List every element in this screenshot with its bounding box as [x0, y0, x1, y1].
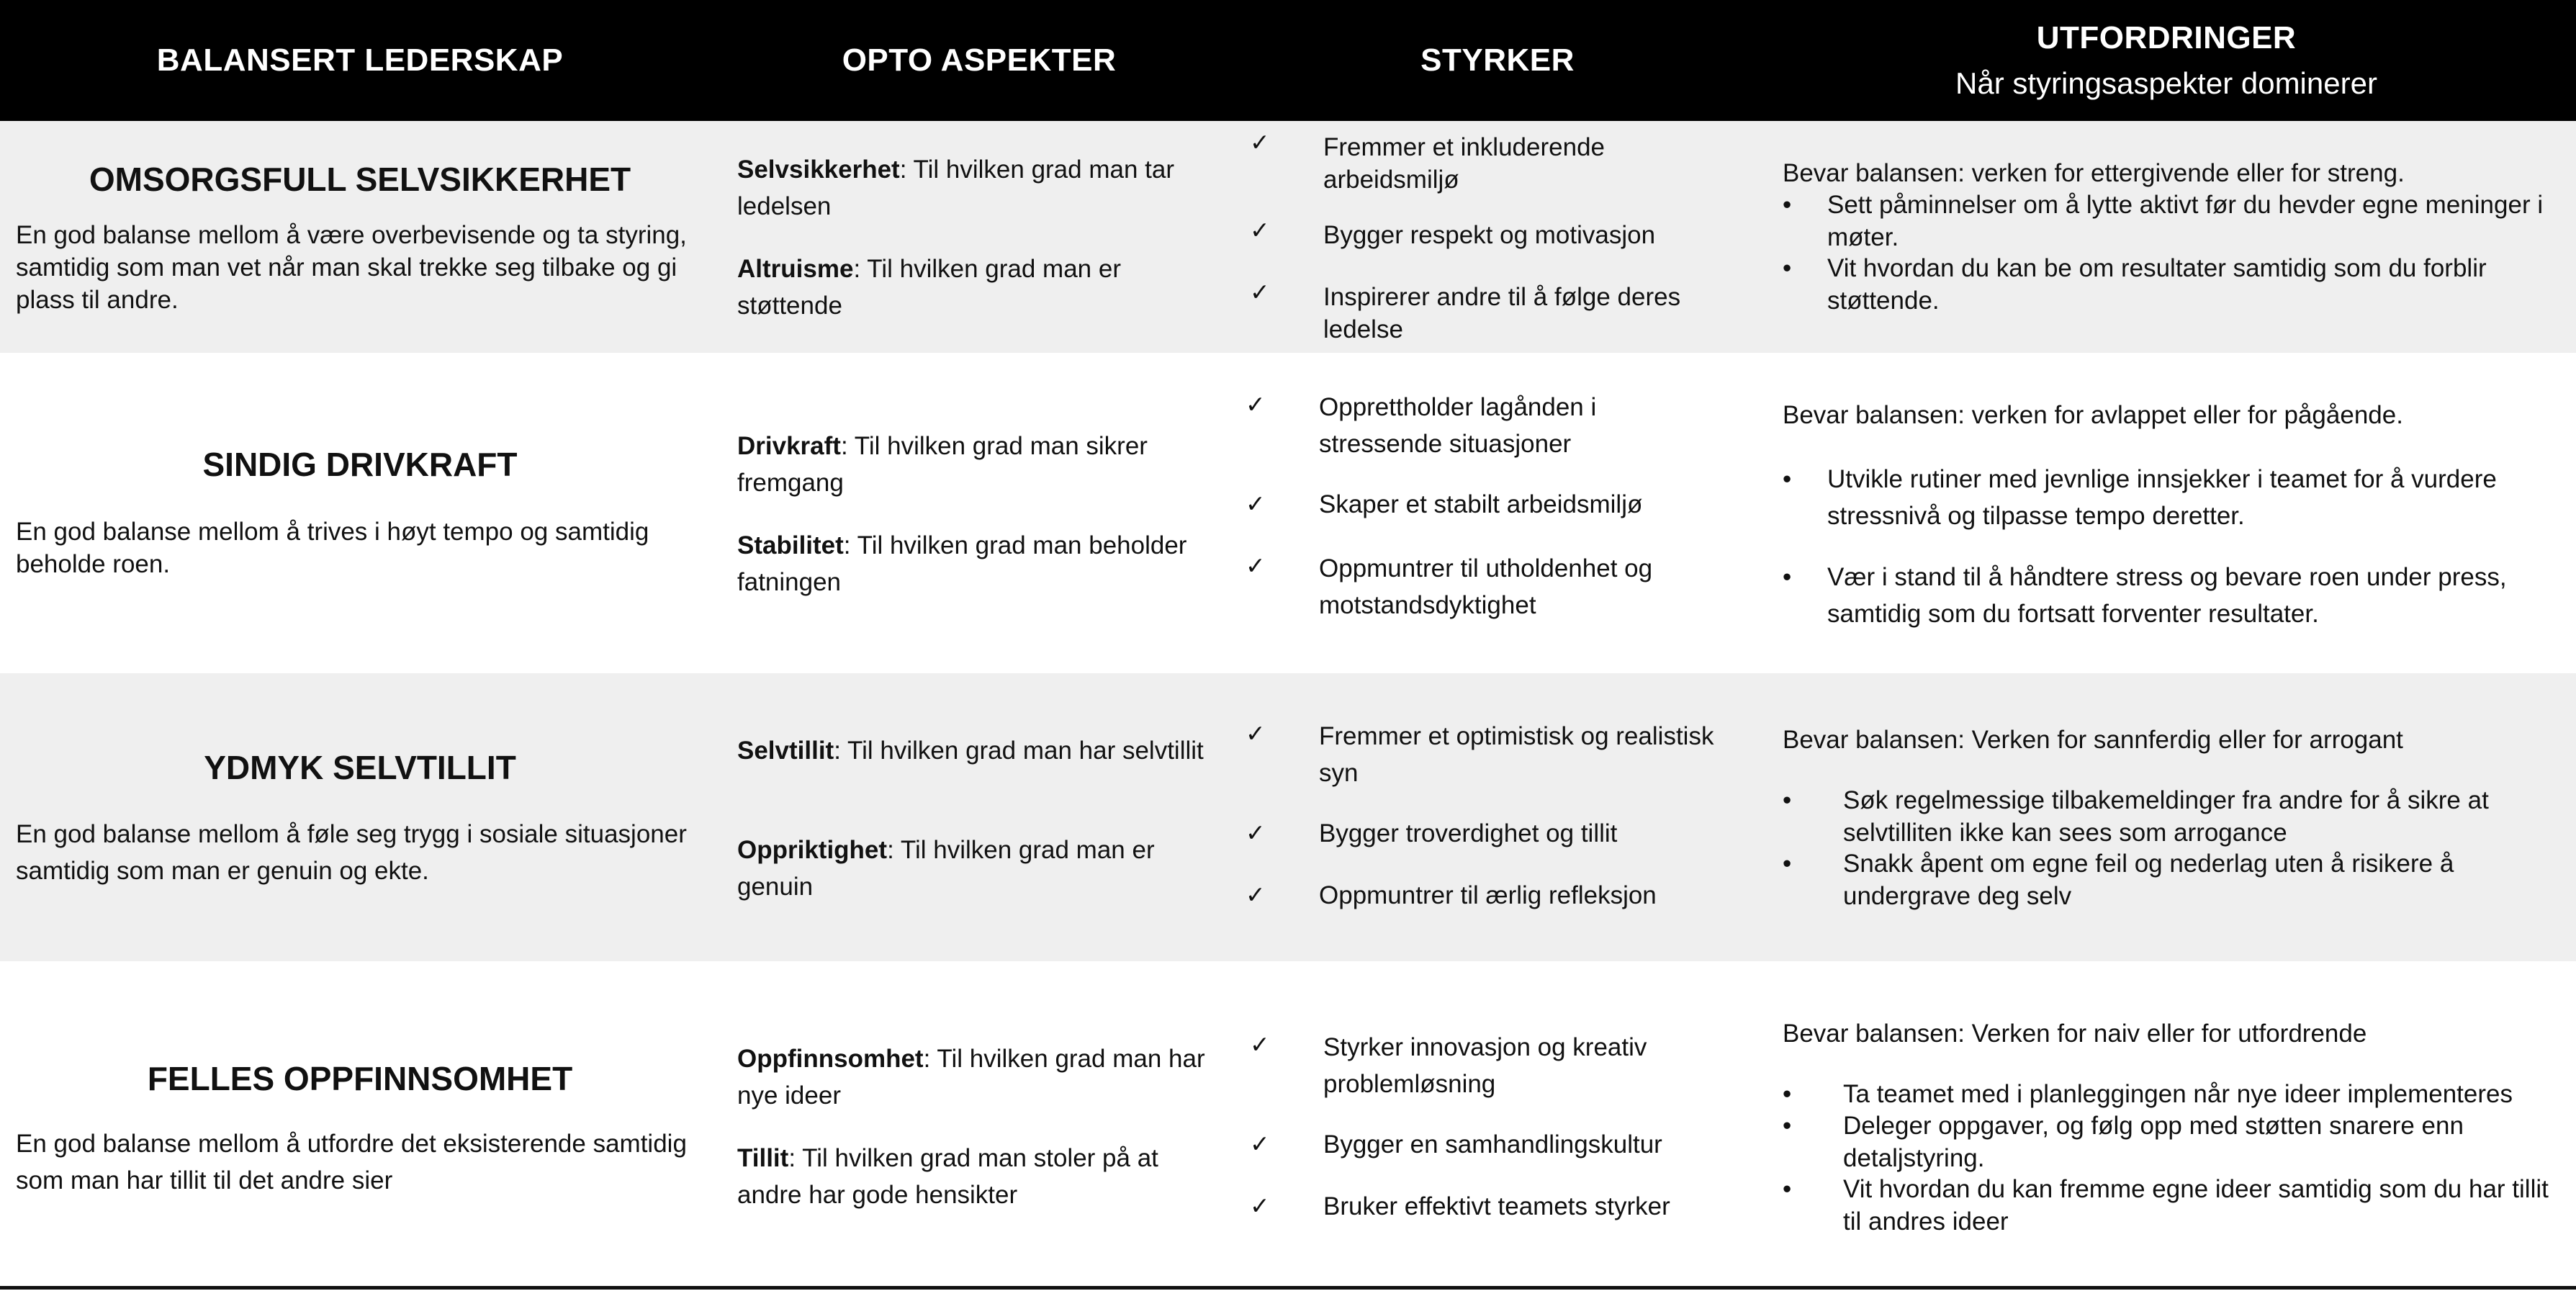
- aspect-name: Drivkraft: [737, 432, 841, 460]
- row-description: En god balanse mellom å føle seg trygg i sosiale situasjoner samtidig som man er genuin og ekte.: [16, 820, 687, 885]
- bullet-icon: •: [1783, 1080, 1792, 1108]
- table-row: [0, 961, 2576, 1286]
- table-row: [0, 673, 2576, 961]
- aspect-name: Stabilitet: [737, 531, 844, 559]
- strength-item: Bygger troverdighet og tillit: [1319, 819, 1618, 847]
- header-label: UTFORDRINGER: [2036, 20, 2297, 55]
- aspect-item: [737, 428, 1227, 501]
- row-description: En god balanse mellom å trives i høyt tempo og samtidig beholde roen.: [16, 518, 649, 578]
- bullet-icon: •: [1783, 465, 1792, 493]
- check-icon: ✓: [1246, 819, 1266, 847]
- aspect-name: Selvsikkerhet: [737, 156, 900, 184]
- check-icon: ✓: [1246, 719, 1266, 747]
- aspect-item: [737, 151, 1227, 225]
- challenge-intro: Bevar balansen: Verken for naiv eller for utfordrende: [1783, 1020, 2367, 1048]
- strength-item: Fremmer et inkluderende arbeidsmiljø: [1323, 133, 1605, 194]
- aspect-item: [737, 1040, 1227, 1114]
- bullet-icon: •: [1783, 786, 1792, 814]
- check-icon: ✓: [1246, 881, 1266, 909]
- aspect-name: Selvtillit: [737, 737, 834, 765]
- aspect-text: : Til hvilken grad man har nye ideer: [737, 1045, 1205, 1110]
- bullet-icon: •: [1783, 191, 1792, 219]
- header-utfordringer: [1757, 0, 2576, 121]
- table-row: [0, 353, 2576, 673]
- strength-item: Oppmuntrer til utholdenhet og motstandsdyktighet: [1319, 554, 1653, 619]
- row-title: OMSORGSFULL SELVSIKKERHET: [89, 161, 631, 198]
- table-header: [0, 0, 2576, 121]
- challenge-intro: Bevar balansen: verken for ettergivende eller for streng.: [1783, 159, 2405, 187]
- challenge-text: Sett påminnelser om å lytte aktivt før du hevder egne meninger i møter.: [1827, 191, 2544, 251]
- strength-item: Styrker innovasjon og kreativ problemløsning: [1323, 1033, 1647, 1098]
- strength-item: Skaper et stabilt arbeidsmiljø: [1319, 490, 1643, 518]
- aspect-name: Oppfinnsomhet: [737, 1045, 924, 1073]
- table-row: [0, 121, 2576, 353]
- aspect-name: Oppriktighet: [737, 836, 888, 864]
- header-label: BALANSERT LEDERSKAP: [156, 42, 564, 78]
- check-icon: ✓: [1246, 390, 1266, 418]
- bullet-icon: •: [1783, 1112, 1792, 1140]
- aspect-text: : Til hvilken grad man sikrer fremgang: [737, 432, 1148, 497]
- check-icon: ✓: [1246, 490, 1266, 518]
- bullet-icon: •: [1783, 1175, 1792, 1203]
- strength-item: Bygger en samhandlingskultur: [1323, 1130, 1662, 1159]
- check-icon: ✓: [1250, 1130, 1270, 1158]
- aspect-name: Tillit: [737, 1144, 789, 1172]
- strength-item: Bruker effektivt teamets styrker: [1323, 1192, 1670, 1220]
- header-opto-aspekter: [720, 0, 1238, 121]
- challenge-text: Utvikle rutiner med jevnlige innsjekker i teamet for å vurdere stressnivå og tilpasse tempo deretter.: [1827, 465, 2497, 530]
- aspect-item: [737, 732, 1227, 769]
- aspect-text: : Til hvilken grad man er støttende: [737, 255, 1121, 320]
- challenge-text: Vær i stand til å håndtere stress og bevare roen under press, samtidig som du fortsatt forventer resultater.: [1827, 563, 2507, 628]
- strength-item: Inspirerer andre til å følge deres ledelse: [1323, 283, 1681, 343]
- challenge-text: Snakk åpent om egne feil og nederlag uten å risikere å undergrave deg selv: [1843, 850, 2454, 910]
- challenge-text: Vit hvordan du kan be om resultater samtidig som du forblir støttende.: [1827, 254, 2487, 315]
- aspect-item: [737, 1140, 1227, 1213]
- bullet-icon: •: [1783, 254, 1792, 282]
- row-title: FELLES OPPFINNSOMHET: [147, 1060, 573, 1097]
- bullet-icon: •: [1783, 563, 1792, 591]
- row-title: YDMYK SELVTILLIT: [204, 749, 516, 786]
- check-icon: ✓: [1250, 1030, 1270, 1058]
- aspect-text: : Til hvilken grad man beholder fatningen: [737, 531, 1187, 596]
- challenge-text: Ta teamet med i planleggingen når nye ideer implementeres: [1843, 1080, 2513, 1108]
- aspect-item: [737, 527, 1227, 600]
- challenge-text: Deleger oppgaver, og følg opp med støtten snarere enn detaljstyring.: [1843, 1112, 2464, 1172]
- strength-item: Oppmuntrer til ærlig refleksjon: [1319, 881, 1657, 909]
- header-label: OPTO ASPEKTER: [842, 42, 1117, 78]
- aspect-item: [737, 832, 1227, 905]
- challenge-intro: Bevar balansen: verken for avlappet eller for pågående.: [1783, 401, 2403, 429]
- check-icon: ✓: [1250, 128, 1270, 156]
- aspect-text: : Til hvilken grad man har selvtillit: [834, 737, 1204, 765]
- header-sublabel: Når styringsaspekter dominerer: [1955, 66, 2377, 100]
- aspect-text: : Til hvilken grad man tar ledelsen: [737, 156, 1174, 220]
- strength-item: Bygger respekt og motivasjon: [1323, 221, 1656, 249]
- row-title: SINDIG DRIVKRAFT: [202, 446, 518, 483]
- check-icon: ✓: [1250, 1192, 1270, 1220]
- aspect-text: : Til hvilken grad man er genuin: [737, 836, 1155, 901]
- bullet-icon: •: [1783, 850, 1792, 878]
- challenge-intro: Bevar balansen: Verken for sannferdig eller for arrogant: [1783, 726, 2403, 754]
- challenge-text: Vit hvordan du kan fremme egne ideer samtidig som du har tillit til andres ideer: [1843, 1175, 2549, 1236]
- header-styrker: [1238, 0, 1757, 121]
- bottom-divider: [0, 1286, 2576, 1290]
- strength-item: Opprettholder lagånden i stressende situasjoner: [1319, 393, 1597, 458]
- check-icon: ✓: [1250, 278, 1270, 306]
- row-description: En god balanse mellom å være overbevisende og ta styring, samtidig som man vet når man skal trekke seg tilbake og gi plass til andre.: [16, 221, 687, 314]
- header-balansert-lederskap: [0, 0, 720, 121]
- strength-item: Fremmer et optimistisk og realistisk syn: [1319, 722, 1714, 787]
- check-icon: ✓: [1250, 216, 1270, 244]
- aspect-name: Altruisme: [737, 255, 854, 283]
- check-icon: ✓: [1246, 552, 1266, 580]
- header-label: STYRKER: [1420, 42, 1575, 78]
- row-description: En god balanse mellom å utfordre det eksisterende samtidig som man har tillit til det andre sier: [16, 1130, 687, 1195]
- challenge-text: Søk regelmessige tilbakemeldinger fra andre for å sikre at selvtilliten ikke kan sees som arrogance: [1843, 786, 2489, 847]
- aspect-text: : Til hvilken grad man stoler på at andre har gode hensikter: [737, 1144, 1158, 1209]
- aspect-item: [737, 251, 1227, 324]
